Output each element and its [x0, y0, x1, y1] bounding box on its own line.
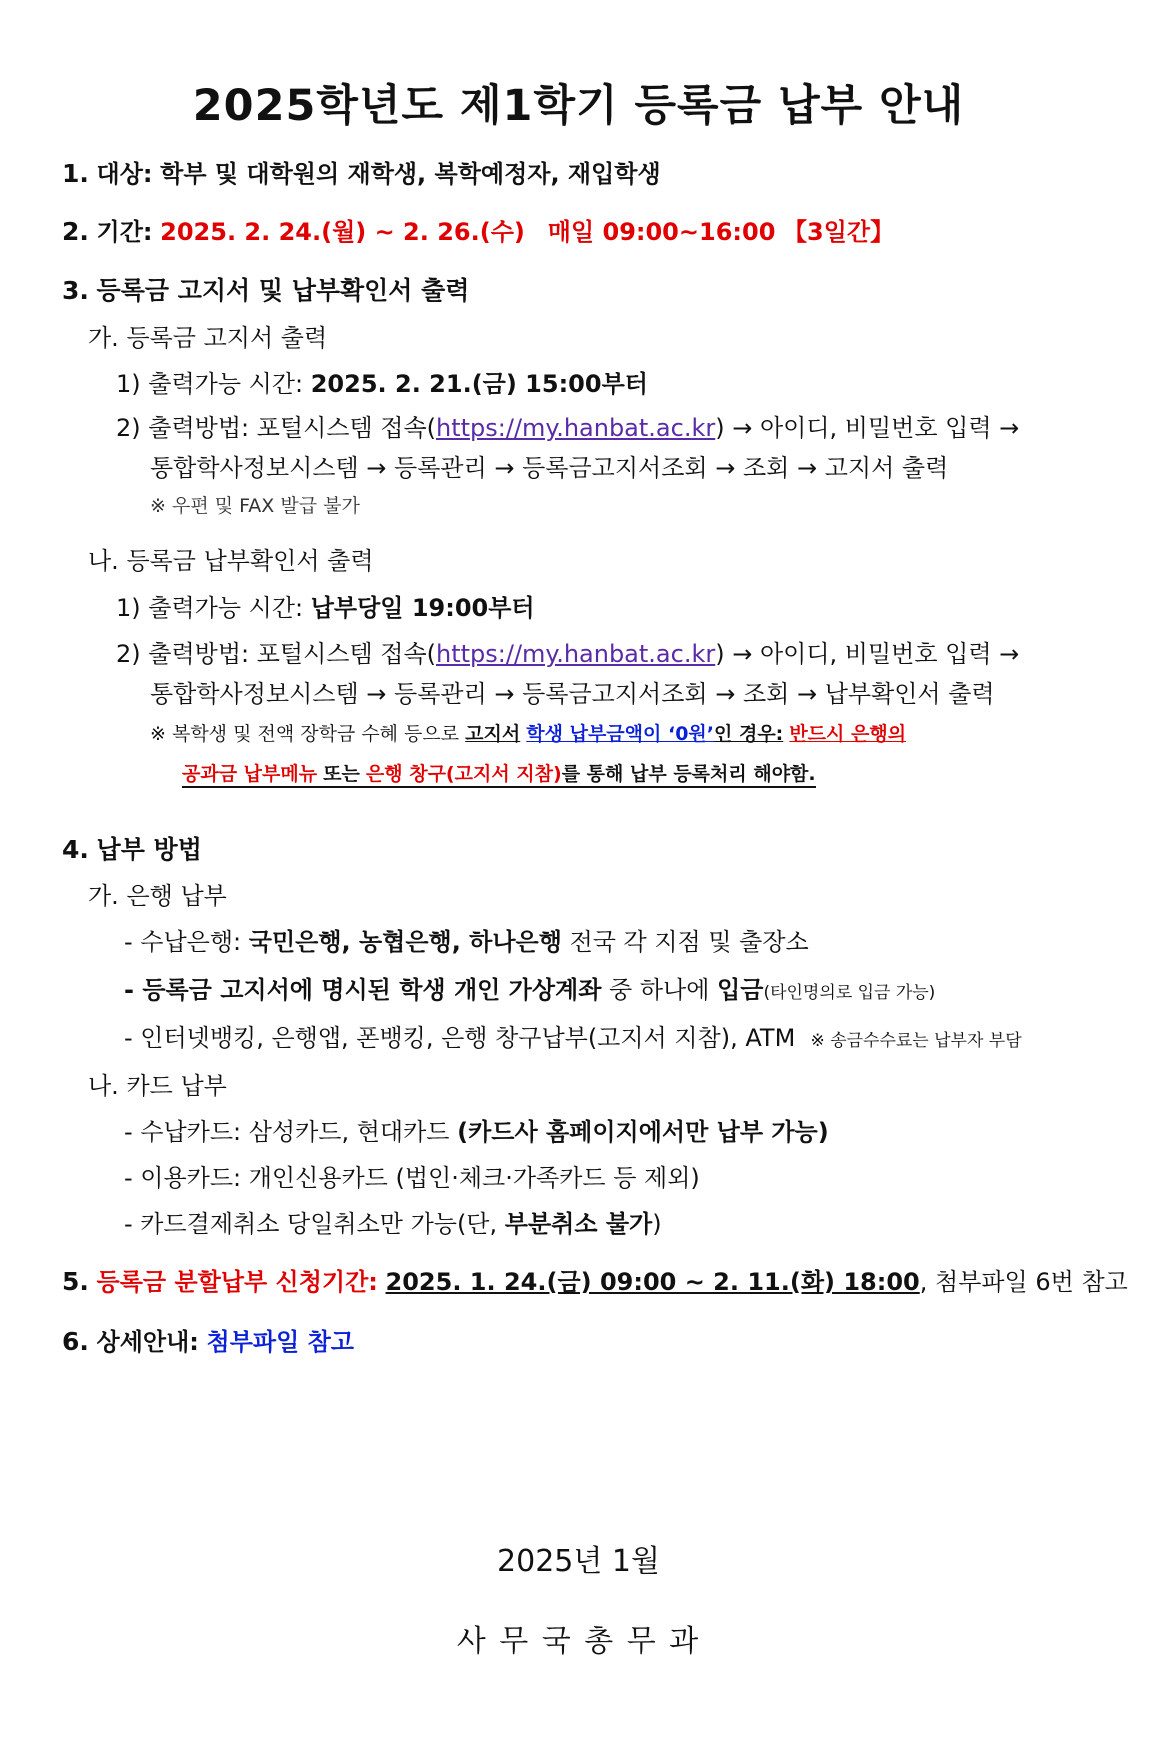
footer-date: 2025년 1월: [497, 1544, 660, 1579]
bank-list: - 수납은행: 국민은행, 농협은행, 하나은행 전국 각 지점 및 출장소: [124, 928, 809, 956]
period-range: 2025. 2. 24.(월) ~ 2. 26.(수): [160, 218, 525, 246]
portal-link-2[interactable]: https://my.hanbat.ac.kr: [436, 640, 716, 668]
period-days: 【3일간】: [783, 218, 895, 246]
page-title: 2025학년도 제1학기 등록금 납부 안내: [192, 81, 965, 131]
subsection-bill-print: 가. 등록금 고지서 출력: [88, 324, 328, 352]
bank-channels: - 인터넷뱅킹, 은행앱, 폰뱅킹, 은행 창구납부(고지서 지참), ATM ※ 송금수수료는 납부자 부담: [124, 1024, 1022, 1052]
bill-print-note: ※ 우편 및 FAX 발급 불가: [150, 495, 360, 517]
card-usage: - 이용카드: 개인신용카드 (법인·체크·가족카드 등 제외): [124, 1164, 700, 1192]
receipt-print-path: 통합학사정보시스템 → 등록관리 → 등록금고지서조회 → 조회 → 납부확인서 출력: [150, 680, 995, 708]
zero-amount-note: ※ 복학생 및 전액 장학금 수혜 등으로 고지서 학생 납부금액이 ‘0원’인 경우: 반드시 은행의: [150, 723, 907, 745]
bill-print-path: 통합학사정보시스템 → 등록관리 → 등록금고지서조회 → 조회 → 고지서 출력: [150, 454, 949, 482]
bill-print-method: 2) 출력방법: 포털시스템 접속(https://my.hanbat.ac.kr) → 아이디, 비밀번호 입력 →: [116, 414, 1020, 442]
installment-period: 2025. 1. 24.(금) 09:00 ~ 2. 11.(화) 18:00: [385, 1268, 920, 1296]
receipt-print-time: 1) 출력가능 시간: 납부당일 19:00부터: [116, 594, 535, 622]
section-details: 6. 상세안내: 첨부파일 참고: [62, 1327, 354, 1356]
section-target: 1. 대상: 학부 및 대학원의 재학생, 복학예정자, 재입학생: [62, 159, 661, 188]
section-payment: 4. 납부 방법: [62, 835, 202, 864]
card-cancel: - 카드결제취소 당일취소만 가능(단, 부분취소 불가): [124, 1210, 662, 1238]
card-list: - 수납카드: 삼성카드, 현대카드 (카드사 홈페이지에서만 납부 가능): [124, 1118, 829, 1146]
virtual-account: - 등록금 고지서에 명시된 학생 개인 가상계좌 중 하나에 입금(타인명의로 입금 가능): [124, 976, 936, 1004]
subsection-card: 나. 카드 납부: [88, 1072, 227, 1100]
attachment-reference: 첨부파일 참고: [206, 1328, 354, 1356]
receipt-print-method: 2) 출력방법: 포털시스템 접속(https://my.hanbat.ac.kr) → 아이디, 비밀번호 입력 →: [116, 640, 1020, 668]
section-period: 2. 기간: 2025. 2. 24.(월) ~ 2. 26.(수) 매일 09:00~16:00 【3일간】: [62, 217, 895, 246]
daily-hours: 매일 09:00~16:00: [547, 218, 776, 246]
bill-print-time: 1) 출력가능 시간: 2025. 2. 21.(금) 15:00부터: [116, 370, 648, 398]
footer-office: 사 무 국 총 무 과: [456, 1624, 701, 1659]
subsection-bank: 가. 은행 납부: [88, 882, 227, 910]
subsection-receipt-print: 나. 등록금 납부확인서 출력: [88, 547, 374, 575]
portal-link[interactable]: https://my.hanbat.ac.kr: [436, 414, 716, 442]
section-installment: 5. 등록금 분할납부 신청기간: 2025. 1. 24.(금) 09:00 ~ 2. 11.(화) 18:00, 첨부파일 6번 참고: [62, 1267, 1128, 1296]
zero-amount-note-line2: 공과금 납부메뉴 또는 은행 창구(고지서 지참)를 통해 납부 등록처리 해야함.: [182, 758, 816, 790]
section-print: 3. 등록금 고지서 및 납부확인서 출력: [62, 276, 470, 305]
